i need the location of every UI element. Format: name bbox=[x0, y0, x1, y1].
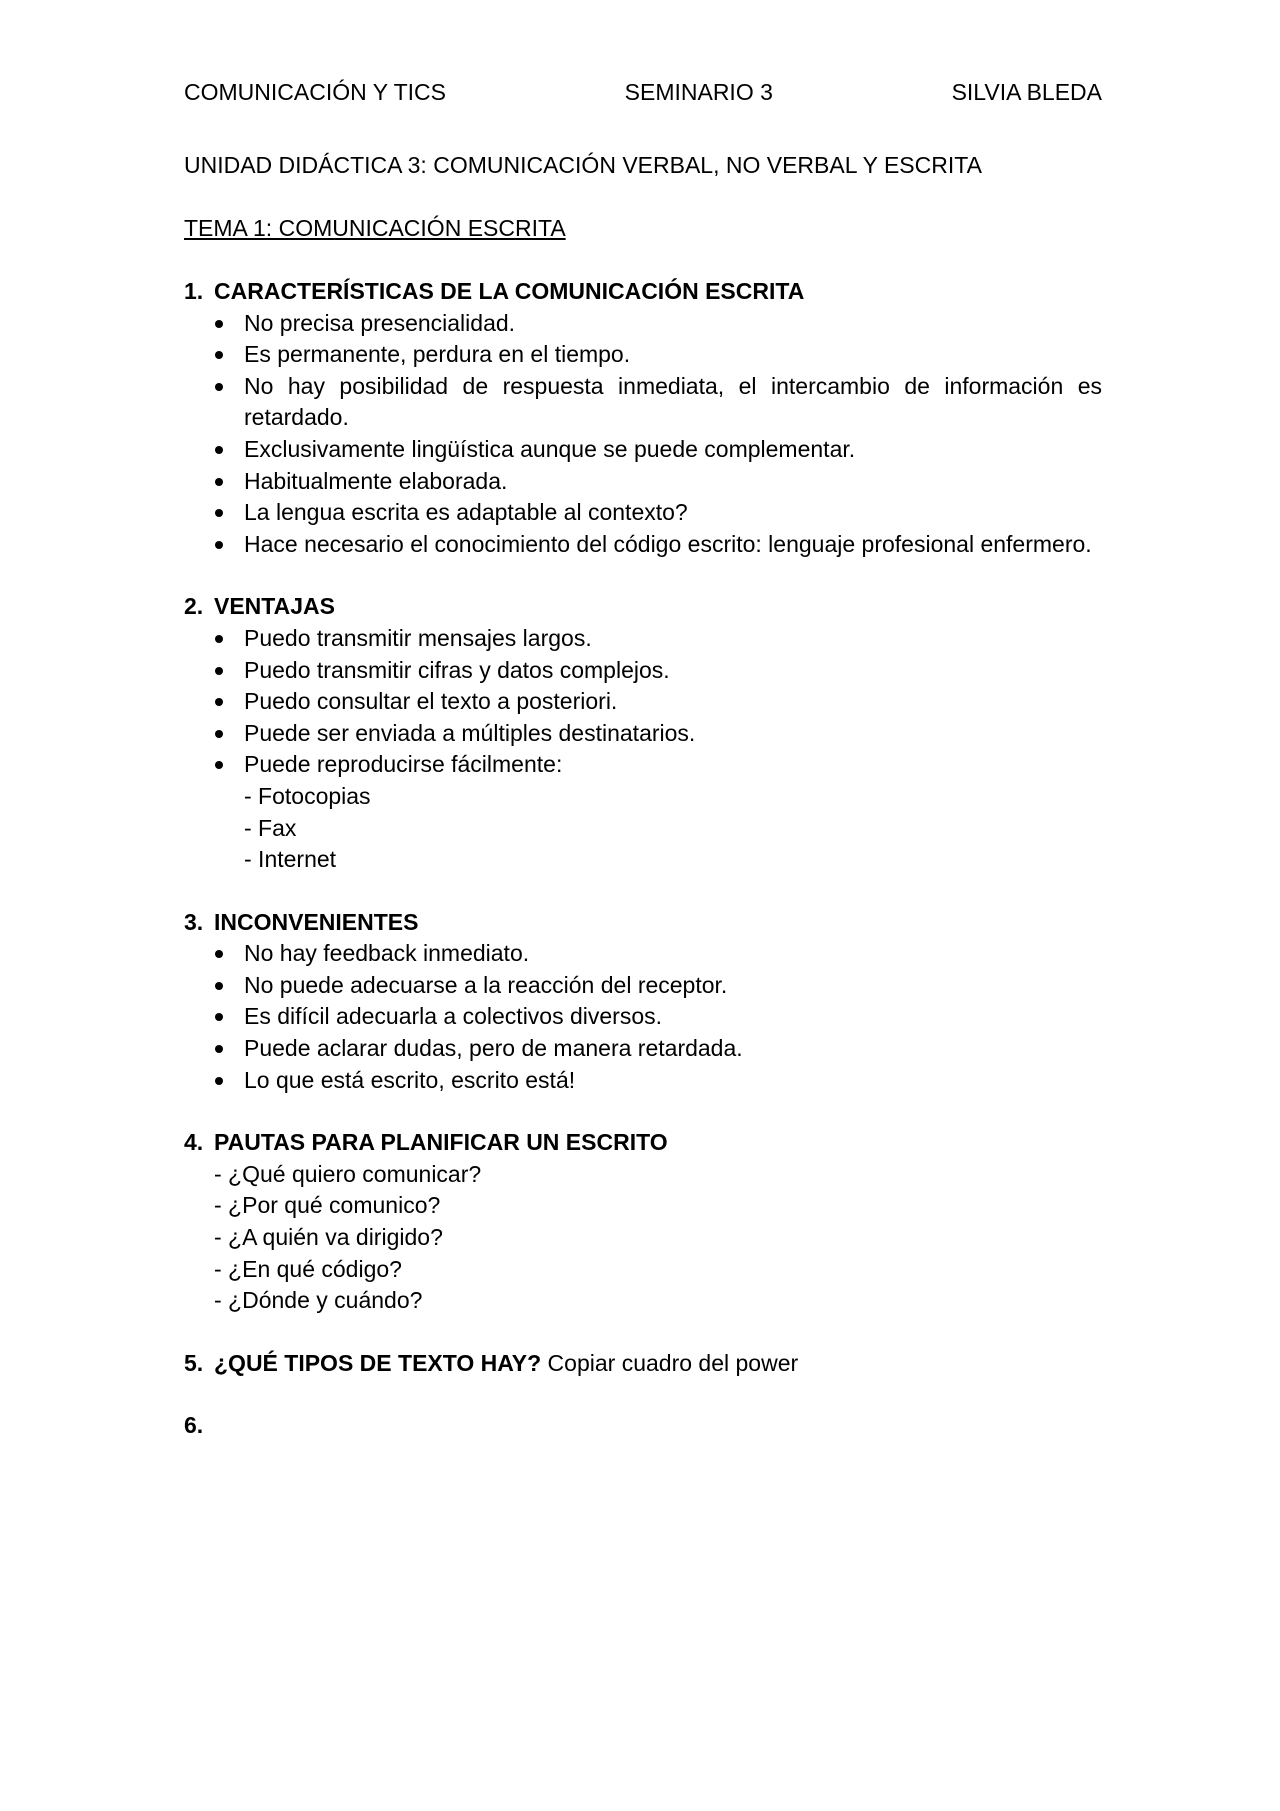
list-item: Puede aclarar dudas, pero de manera retardada. bbox=[184, 1033, 1102, 1065]
list-item: Puede reproducirse fácilmente: bbox=[184, 749, 1102, 781]
list-item: Puede ser enviada a múltiples destinatarios. bbox=[184, 718, 1102, 750]
section-number: 6. bbox=[184, 1412, 204, 1439]
topic-title: TEMA 1: COMUNICACIÓN ESCRITA bbox=[184, 215, 566, 241]
section-note: Copiar cuadro del power bbox=[541, 1349, 799, 1376]
header-seminar: SEMINARIO 3 bbox=[624, 79, 773, 105]
list-item: - ¿A quién va dirigido? bbox=[214, 1224, 443, 1251]
sub-list bbox=[184, 781, 1102, 876]
list-item: - ¿Qué quiero comunicar? bbox=[214, 1160, 482, 1187]
list-item: Puedo transmitir cifras y datos complejos. bbox=[184, 655, 1102, 687]
list-item: - ¿Por qué comunico? bbox=[214, 1192, 441, 1219]
list-item: Es permanente, perdura en el tiempo. bbox=[184, 339, 1102, 371]
list-item: Puedo consultar el texto a posteriori. bbox=[184, 686, 1102, 718]
list-item: Lo que está escrito, escrito está! bbox=[184, 1065, 1102, 1097]
list-item: Puedo transmitir mensajes largos. bbox=[184, 623, 1102, 655]
list-item: No hay posibilidad de respuesta inmediata, el intercambio de información es retardado. bbox=[184, 371, 1102, 434]
bullet-list bbox=[184, 938, 1102, 1096]
section-heading bbox=[184, 1348, 1102, 1380]
list-item: Hace necesario el conocimiento del código escrito: lenguaje profesional enfermero. bbox=[184, 529, 1102, 561]
section-number: 2. bbox=[184, 593, 204, 620]
section-six bbox=[184, 1410, 1102, 1442]
list-item: No precisa presencialidad. bbox=[184, 308, 1102, 340]
sub-list-item: - Internet bbox=[244, 846, 337, 873]
list-item: La lengua escrita es adaptable al contexto? bbox=[184, 497, 1102, 529]
section-characteristics bbox=[184, 276, 1102, 560]
list-item: No puede adecuarse a la reacción del receptor. bbox=[184, 970, 1102, 1002]
list-item: - ¿Dónde y cuándo? bbox=[214, 1287, 423, 1314]
list-item: Es difícil adecuarla a colectivos diversos. bbox=[184, 1001, 1102, 1033]
header-author: SILVIA BLEDA bbox=[951, 79, 1102, 105]
unit-title: UNIDAD DIDÁCTICA 3: COMUNICACIÓN VERBAL, NO VERBAL Y ESCRITA bbox=[184, 152, 982, 178]
dash-list bbox=[184, 1159, 1102, 1317]
section-title: CARACTERÍSTICAS DE LA COMUNICACIÓN ESCRITA bbox=[214, 278, 805, 304]
section-planning-guidelines bbox=[184, 1127, 1102, 1317]
bullet-list bbox=[184, 308, 1102, 561]
section-heading bbox=[184, 907, 1102, 939]
section-advantages bbox=[184, 591, 1102, 875]
section-title: VENTAJAS bbox=[214, 593, 335, 620]
section-title: PAUTAS PARA PLANIFICAR UN ESCRITO bbox=[214, 1129, 668, 1156]
section-text-types bbox=[184, 1348, 1102, 1380]
section-title: INCONVENIENTES bbox=[214, 908, 419, 935]
section-number: 5. bbox=[184, 1349, 204, 1376]
sub-list-item: - Fax bbox=[244, 814, 297, 841]
page-header bbox=[184, 76, 1102, 108]
section-number: 3. bbox=[184, 908, 204, 935]
list-item: No hay feedback inmediato. bbox=[184, 938, 1102, 970]
list-item: Habitualmente elaborada. bbox=[184, 466, 1102, 498]
section-heading bbox=[184, 591, 1102, 623]
section-heading bbox=[184, 1410, 1102, 1442]
section-number: 4. bbox=[184, 1129, 204, 1156]
section-heading bbox=[184, 276, 1102, 308]
section-number: 1. bbox=[184, 278, 204, 304]
document-page bbox=[184, 76, 1102, 1442]
section-heading bbox=[184, 1127, 1102, 1159]
list-item: - ¿En qué código? bbox=[214, 1255, 402, 1282]
header-course: COMUNICACIÓN Y TICS bbox=[184, 79, 446, 105]
section-disadvantages bbox=[184, 907, 1102, 1097]
section-title: ¿QUÉ TIPOS DE TEXTO HAY? bbox=[214, 1349, 542, 1376]
list-item: Exclusivamente lingüística aunque se puede complementar. bbox=[184, 434, 1102, 466]
bullet-list bbox=[184, 623, 1102, 781]
sub-list-item: - Fotocopias bbox=[244, 782, 371, 809]
